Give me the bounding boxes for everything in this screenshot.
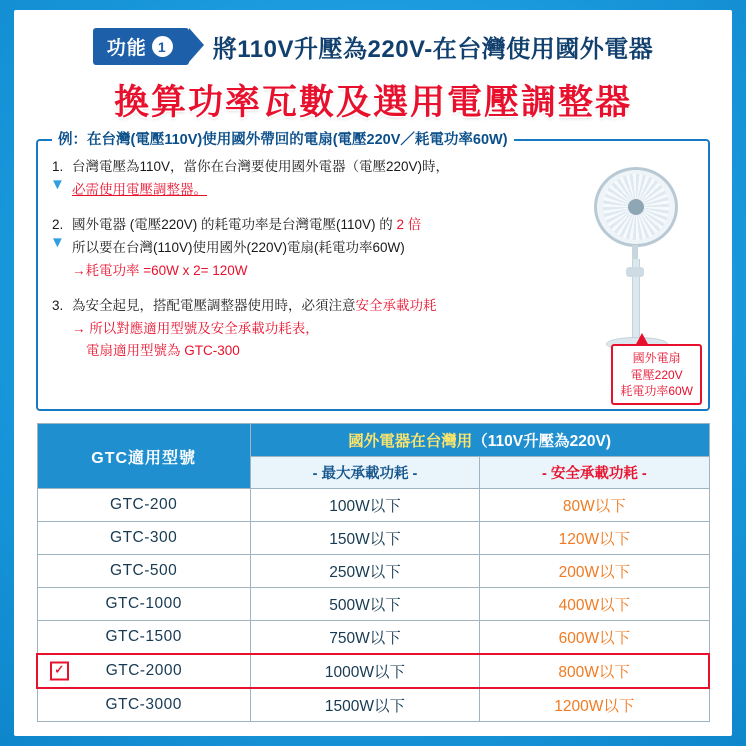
table-header-usage-rest: （110V升壓為220V) [472,433,612,450]
step-3-number: 3. [52,297,64,313]
table-cell-safe-load: 80W以下 [480,489,709,522]
table-cell-max-load: 100W以下 [250,489,479,522]
step-3-model: GTC-300 [184,343,240,359]
table-header-max-load: - 最大承載功耗 - [250,457,479,489]
step-2-line-1a: 國外電器 (電壓220V) 的耗電功率是台灣電壓(110V) 的 [72,216,397,232]
table-cell-model-label: GTC-500 [110,562,178,579]
headline-text: 將110V升壓為220V-在台灣使用國外電器 [212,36,654,63]
content-sheet [14,10,732,736]
table-cell-model [37,522,250,555]
table-row [37,522,709,555]
table-cell-safe-load: 600W以下 [480,621,709,655]
step-2 [50,215,698,282]
page-title: 換算功率瓦數及選用電壓調整器 [113,83,632,122]
table-cell-model [37,654,250,688]
table-cell-max-load: 1500W以下 [250,688,479,722]
headline-row [14,28,732,65]
function-badge [93,28,189,65]
step-1 [50,157,698,201]
callout-line-1: 國外電扇 [632,351,681,366]
function-badge-label: 功能 [106,38,147,59]
table-cell-safe-load: 200W以下 [480,555,709,588]
step-3-line-2: → 所以對應適用型號及安全承載功耗表， [72,320,319,336]
step-2-line-1b: 2 倍 [396,216,422,232]
table-row [37,688,709,722]
example-box [36,132,710,411]
table-cell-model [37,688,250,722]
step-3-line-1a: 為安全起見，搭配電壓調整器使用時，必須注意 [72,297,356,313]
step-3 [50,296,698,363]
table-cell-max-load: 1000W以下 [250,654,479,688]
arrow-down-icon-1: ▼ [50,176,65,193]
table-header-model: GTC適用型號 [37,424,250,489]
table-cell-model-label: GTC-300 [110,529,178,546]
function-badge-number: 1 [152,36,173,57]
table-cell-model-label: GTC-1000 [105,595,182,612]
table-row [37,621,709,655]
table-cell-safe-load: 800W以下 [480,654,709,688]
table-cell-safe-load: 400W以下 [480,588,709,621]
step-2-line-3: →耗電功率 =60W x 2= 120W [72,262,248,278]
table-row [37,654,709,688]
table-cell-model [37,489,250,522]
step-3-line-3a: 電扇適用型號為 [86,343,185,359]
table-header-usage [250,424,709,457]
table-cell-model-label: GTC-2000 [105,662,183,679]
step-3-line-3 [72,341,698,362]
spec-table-wrap [36,423,710,722]
step-3-line-1b: 安全承載功耗 [355,297,437,313]
poster-header [14,10,732,125]
table-row [37,489,709,522]
table-header-usage-highlight: 國外電器在台灣用 [348,433,473,450]
step-2-number: 2. [52,216,64,232]
table-cell-max-load: 150W以下 [250,522,479,555]
table-cell-model-label: GTC-200 [110,496,178,513]
fan-hub [628,199,644,215]
table-header-row-1 [37,424,709,457]
table-header-safe-load: - 安全承載功耗 - [480,457,709,489]
arrow-down-icon-2: ▼ [50,233,65,251]
table-cell-safe-load: 120W以下 [480,522,709,555]
step-1-line-2: 必需使用電壓調整器。 [72,181,207,197]
step-2-line-2: 所以要在台灣(110V)使用國外(220V)電扇(耗電功率60W) [72,239,405,255]
table-cell-model [37,555,250,588]
table-cell-model [37,588,250,621]
table-cell-max-load: 750W以下 [250,621,479,655]
table-row [37,588,709,621]
table-cell-model-label: GTC-3000 [105,696,182,713]
table-row [37,555,709,588]
table-cell-safe-load: 1200W以下 [480,688,709,722]
table-cell-max-load: 500W以下 [250,588,479,621]
table-cell-max-load: 250W以下 [250,555,479,588]
table-cell-model-label: GTC-1500 [105,628,182,645]
checkbox-checked-icon[interactable]: ✓ [50,662,69,681]
fan-callout [611,344,702,405]
table-cell-model [37,621,250,655]
spec-table [36,423,710,722]
callout-line-3: 耗電功率60W [620,383,693,398]
example-steps [50,157,698,362]
step-1-line-1: 台灣電壓為110V，當你在台灣要使用國外電器（電壓220V)時， [72,159,450,174]
step-1-number: 1. [52,159,64,174]
example-title: 例：在台灣(電壓110V)使用國外帶回的電扇(電壓220V／耗電功率60W) [52,128,514,149]
callout-line-2: 電壓220V [630,367,683,382]
